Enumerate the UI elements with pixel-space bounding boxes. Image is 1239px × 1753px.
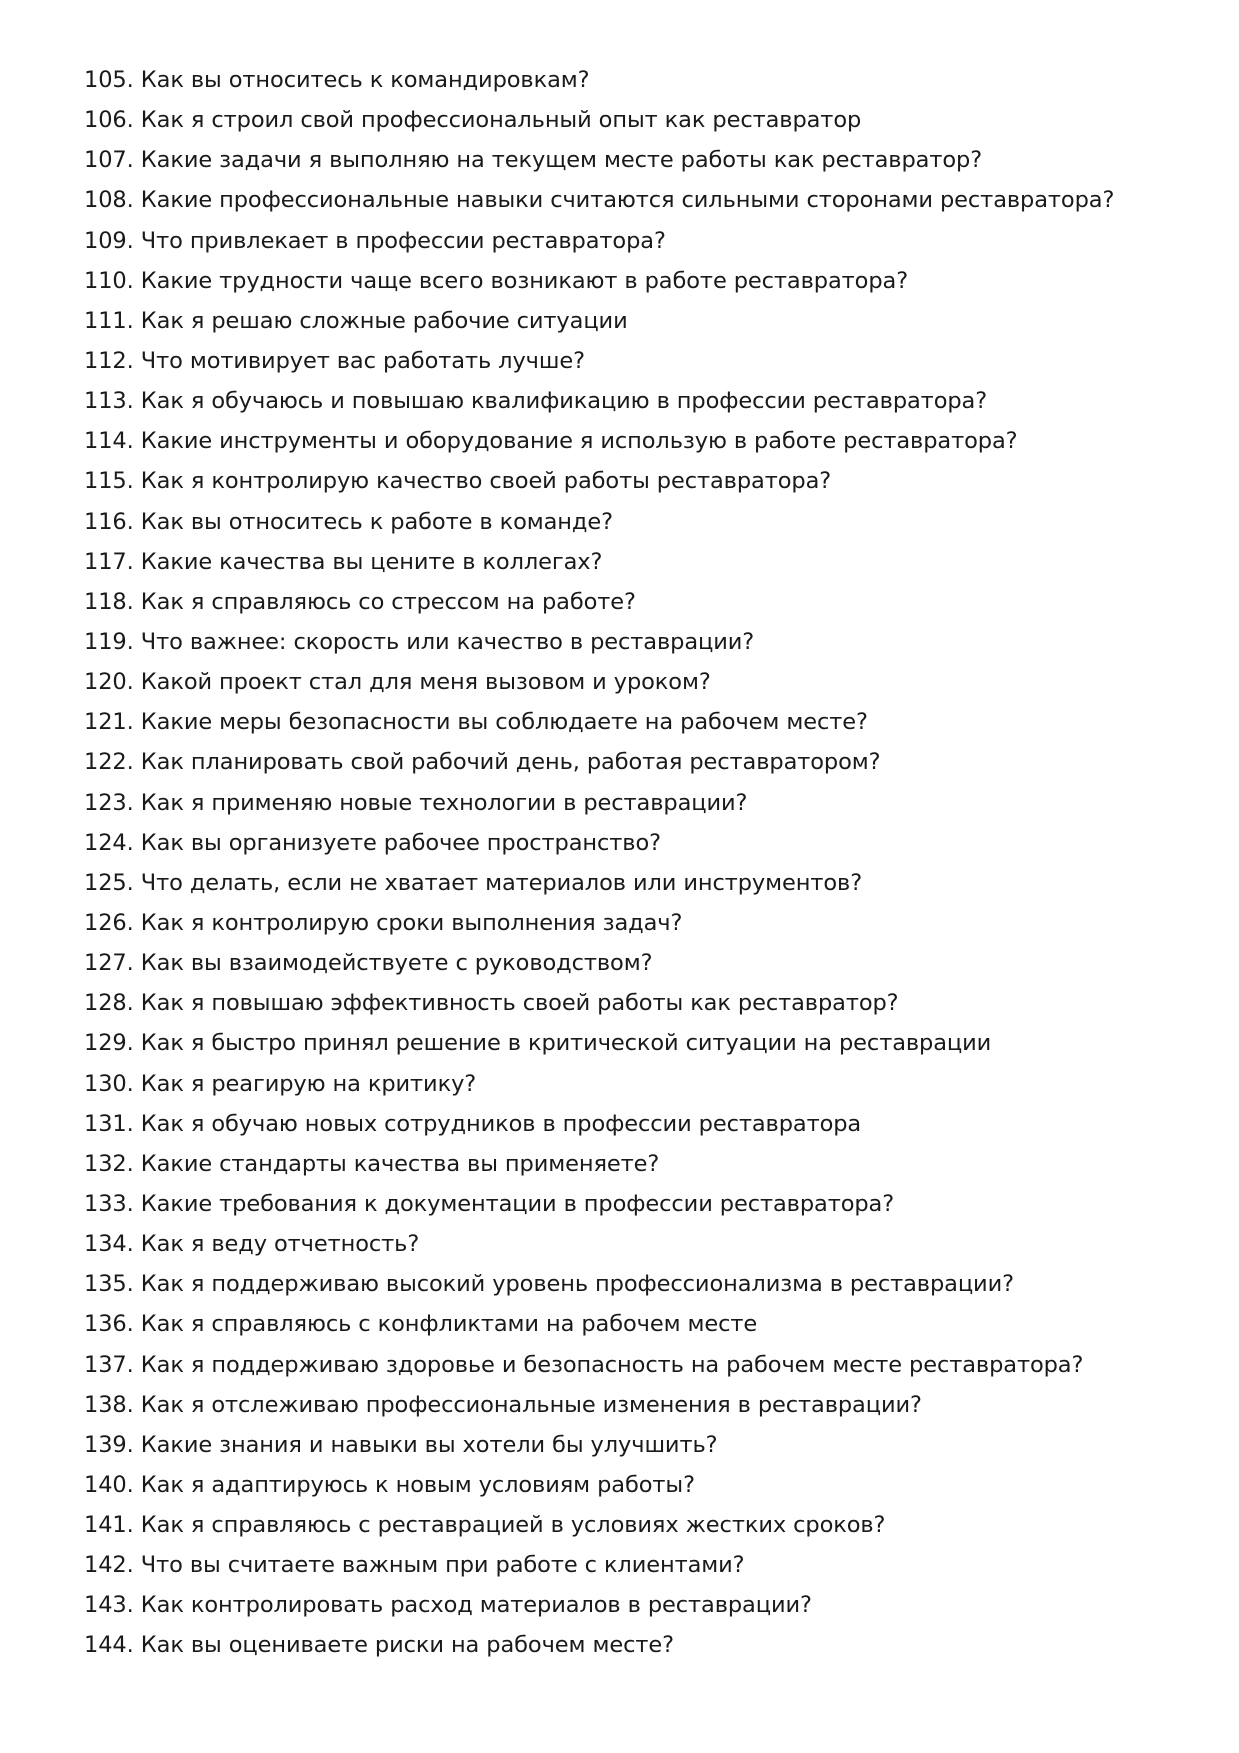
- question-number: 113.: [84, 388, 134, 415]
- question-number: 142.: [84, 1552, 134, 1579]
- question-item: [84, 1184, 1184, 1224]
- question-item: [84, 502, 1184, 542]
- question-item: [84, 1545, 1184, 1585]
- question-text: Что вы считаете важным при работе с клиентами?: [140, 1552, 745, 1579]
- question-item: [84, 1625, 1184, 1665]
- question-number: 144.: [84, 1632, 134, 1659]
- question-text: Какие инструменты и оборудование я использую в работе реставратора?: [140, 428, 1018, 455]
- question-item: [84, 1505, 1184, 1545]
- question-number: 138.: [84, 1391, 134, 1418]
- question-number: 124.: [84, 829, 134, 856]
- question-text: Как вы оцениваете риски на рабочем месте?: [140, 1632, 674, 1659]
- question-number: 129.: [84, 1030, 134, 1057]
- question-number: 108.: [84, 187, 134, 214]
- question-text: Как вы относитесь к командировкам?: [140, 67, 590, 93]
- question-item: [84, 301, 1184, 341]
- question-number: 120.: [84, 669, 134, 696]
- question-text: Как я обучаю новых сотрудников в профессии реставратора: [140, 1110, 862, 1137]
- question-text: Как я поддерживаю высокий уровень профессионализма в реставрации?: [140, 1271, 1014, 1298]
- question-text: Как я повышаю эффективность своей работы как реставратор?: [140, 990, 899, 1017]
- question-text: Как я обучаюсь и повышаю квалификацию в профессии реставратора?: [140, 388, 988, 415]
- question-text: Какие меры безопасности вы соблюдаете на рабочем месте?: [140, 709, 868, 736]
- question-item: [84, 622, 1184, 662]
- question-item: [84, 1345, 1184, 1385]
- question-item: [84, 943, 1184, 983]
- question-number: 131.: [84, 1110, 134, 1137]
- question-number: 122.: [84, 749, 134, 776]
- question-number: 132.: [84, 1150, 134, 1177]
- question-item: [84, 1465, 1184, 1505]
- question-item: [84, 1224, 1184, 1264]
- question-item: [84, 421, 1184, 461]
- question-text: Как вы относитесь к работе в команде?: [140, 508, 613, 535]
- question-text: Как я справляюсь с реставрацией в условиях жестких сроков?: [140, 1512, 886, 1539]
- question-item: [84, 140, 1184, 180]
- question-text: Какие знания и навыки вы хотели бы улучшить?: [140, 1431, 718, 1458]
- question-item: [84, 60, 1184, 100]
- question-item: [84, 702, 1184, 742]
- question-number: 127.: [84, 950, 134, 977]
- question-text: Что важнее: скорость или качество в реставрации?: [140, 628, 755, 655]
- question-text: Как я веду отчетность?: [140, 1231, 420, 1258]
- question-text: Какие профессиональные навыки считаются сильными сторонами реставратора?: [140, 187, 1115, 214]
- question-number: 109.: [84, 227, 134, 254]
- question-number: 111.: [84, 307, 134, 334]
- question-item: [84, 180, 1184, 220]
- question-item: [84, 381, 1184, 421]
- question-number: 130.: [84, 1070, 134, 1097]
- question-item: [84, 823, 1184, 863]
- question-text: Какие задачи я выполняю на текущем месте работы как реставратор?: [140, 147, 983, 174]
- question-number: 117.: [84, 548, 134, 575]
- question-text: Как я справляюсь с конфликтами на рабочем месте: [140, 1311, 758, 1338]
- question-text: Как я контролирую сроки выполнения задач?: [140, 909, 683, 936]
- question-text: Как контролировать расход материалов в реставрации?: [140, 1592, 812, 1619]
- question-item: [84, 582, 1184, 622]
- question-number: 110.: [84, 267, 134, 294]
- question-number: 135.: [84, 1271, 134, 1298]
- question-number: 105.: [84, 67, 134, 93]
- question-text: Как я применяю новые технологии в реставрации?: [140, 789, 748, 816]
- question-text: Как я строил свой профессиональный опыт как реставратор: [140, 107, 862, 134]
- question-item: [84, 1585, 1184, 1625]
- question-item: [84, 1385, 1184, 1425]
- question-number: 107.: [84, 147, 134, 174]
- question-number: 106.: [84, 107, 134, 134]
- question-number: 137.: [84, 1351, 134, 1378]
- question-text: Какие качества вы цените в коллегах?: [140, 548, 603, 575]
- question-number: 119.: [84, 628, 134, 655]
- question-item: [84, 983, 1184, 1023]
- question-item: [84, 261, 1184, 301]
- question-number: 114.: [84, 428, 134, 455]
- question-text: Какие трудности чаще всего возникают в работе реставратора?: [140, 267, 909, 294]
- question-number: 112.: [84, 347, 134, 374]
- question-number: 134.: [84, 1231, 134, 1258]
- question-text: Как я решаю сложные рабочие ситуации: [140, 307, 628, 334]
- question-item: [84, 742, 1184, 782]
- question-number: 136.: [84, 1311, 134, 1338]
- question-item: [84, 341, 1184, 381]
- question-item: [84, 863, 1184, 903]
- question-list: [84, 60, 1184, 1666]
- question-item: [84, 1104, 1184, 1144]
- question-text: Что делать, если не хватает материалов или инструментов?: [140, 869, 863, 896]
- question-item: [84, 1023, 1184, 1063]
- question-number: 128.: [84, 990, 134, 1017]
- question-text: Какой проект стал для меня вызовом и уроком?: [140, 669, 711, 696]
- question-number: 123.: [84, 789, 134, 816]
- question-text: Как я быстро принял решение в критической ситуации на реставрации: [140, 1030, 992, 1057]
- question-text: Как я контролирую качество своей работы реставратора?: [140, 468, 832, 495]
- question-text: Как я реагирую на критику?: [140, 1070, 477, 1097]
- question-text: Как я отслеживаю профессиональные изменения в реставрации?: [140, 1391, 922, 1418]
- question-text: Что мотивирует вас работать лучше?: [140, 347, 585, 374]
- question-item: [84, 1264, 1184, 1304]
- question-item: [84, 100, 1184, 140]
- question-item: [84, 783, 1184, 823]
- question-number: 115.: [84, 468, 134, 495]
- question-text: Как я справляюсь со стрессом на работе?: [140, 588, 636, 615]
- question-item: [84, 1144, 1184, 1184]
- question-text: Как я адаптируюсь к новым условиям работы?: [140, 1471, 695, 1498]
- question-item: [84, 1064, 1184, 1104]
- question-number: 126.: [84, 909, 134, 936]
- question-number: 118.: [84, 588, 134, 615]
- question-text: Как вы организуете рабочее пространство?: [140, 829, 661, 856]
- question-text: Как вы взаимодействуете с руководством?: [140, 950, 653, 977]
- question-number: 121.: [84, 709, 134, 736]
- question-text: Как я поддерживаю здоровье и безопасность на рабочем месте реставратора?: [140, 1351, 1084, 1378]
- question-text: Какие требования к документации в профессии реставратора?: [140, 1190, 895, 1217]
- question-item: [84, 1425, 1184, 1465]
- question-text: Что привлекает в профессии реставратора?: [140, 227, 666, 254]
- question-item: [84, 903, 1184, 943]
- question-number: 139.: [84, 1431, 134, 1458]
- question-text: Как планировать свой рабочий день, работая реставратором?: [140, 749, 881, 776]
- question-item: [84, 461, 1184, 501]
- question-number: 143.: [84, 1592, 134, 1619]
- question-text: Какие стандарты качества вы применяете?: [140, 1150, 660, 1177]
- question-item: [84, 662, 1184, 702]
- question-item: [84, 542, 1184, 582]
- question-item: [84, 221, 1184, 261]
- question-number: 141.: [84, 1512, 134, 1539]
- question-item: [84, 1304, 1184, 1344]
- question-number: 133.: [84, 1190, 134, 1217]
- question-number: 116.: [84, 508, 134, 535]
- question-number: 125.: [84, 869, 134, 896]
- question-number: 140.: [84, 1471, 134, 1498]
